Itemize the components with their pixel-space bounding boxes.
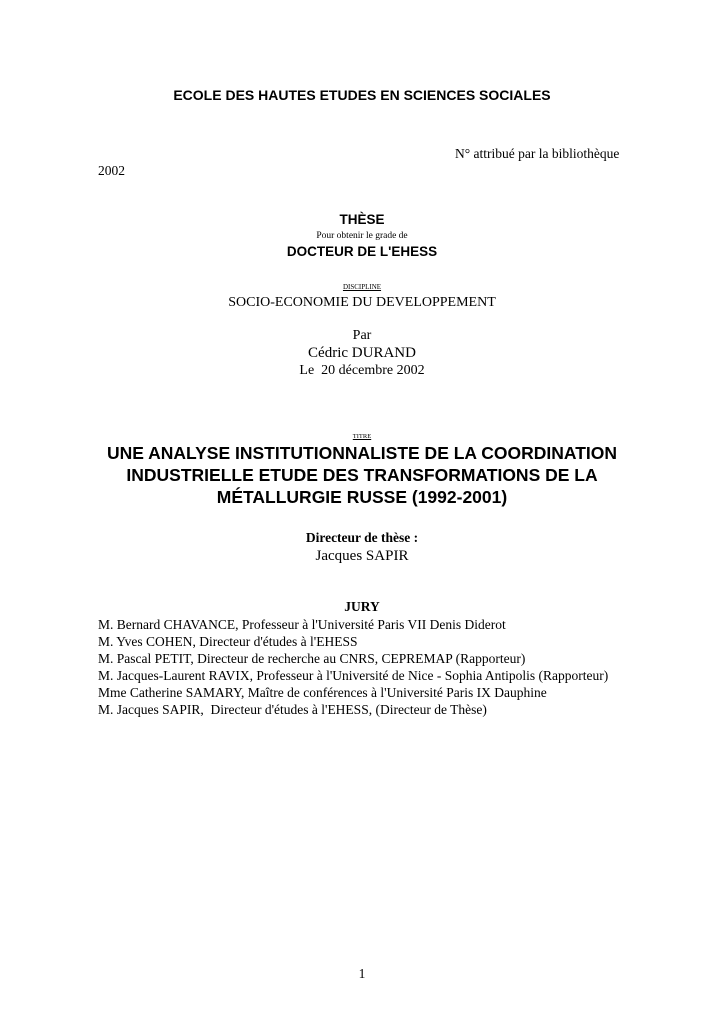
page-number: 1 bbox=[358, 966, 366, 981]
jury-member: M. Bernard CHAVANCE, Professeur à l'Université Paris VII Denis Diderot bbox=[98, 617, 506, 632]
jury-member: M. Yves COHEN, Directeur d'études à l'EHESS bbox=[98, 634, 358, 649]
jury-list bbox=[98, 616, 638, 718]
thesis-title: UNE ANALYSE INSTITUTIONNALISTE DE LA COORDINATION INDUSTRIELLE ETUDE DES TRANSFORMATIONS DE LA MÉTALLURGIE RUSSE (1992-2001) bbox=[106, 443, 618, 507]
discipline-value: SOCIO-ECONOMIE DU DEVELOPPEMENT bbox=[228, 295, 496, 310]
author-by-label: Par bbox=[352, 328, 372, 343]
discipline-label: DISCIPLINE bbox=[342, 283, 382, 291]
title-label: TITRE bbox=[352, 433, 372, 440]
jury-member: M. Pascal PETIT, Directeur de recherche au CNRS, CEPREMAP (Rapporteur) bbox=[98, 651, 526, 666]
thesis-label: THÈSE bbox=[339, 212, 385, 227]
degree-intro: Pour obtenir le grade de bbox=[316, 231, 408, 241]
defense-date: Le 20 décembre 2002 bbox=[299, 363, 425, 378]
library-number-label: N° attribué par la bibliothèque bbox=[455, 146, 620, 161]
jury-member: Mme Catherine SAMARY, Maître de conférences à l'Université Paris IX Dauphine bbox=[98, 685, 547, 700]
author-name: Cédric DURAND bbox=[308, 345, 416, 361]
jury-label: JURY bbox=[344, 599, 380, 614]
degree-name: DOCTEUR DE L'EHESS bbox=[286, 244, 438, 259]
thesis-year: 2002 bbox=[98, 163, 125, 178]
director-name: Jacques SAPIR bbox=[315, 548, 409, 564]
jury-member: M. Jacques-Laurent RAVIX, Professeur à l'Université de Nice - Sophia Antipolis (Rapporteur) bbox=[98, 668, 609, 683]
jury-member: M. Jacques SAPIR, Directeur d'études à l'EHESS, (Directeur de Thèse) bbox=[98, 702, 487, 717]
school-name: ECOLE DES HAUTES ETUDES EN SCIENCES SOCIALES bbox=[173, 87, 551, 103]
director-label: Directeur de thèse : bbox=[305, 530, 419, 545]
